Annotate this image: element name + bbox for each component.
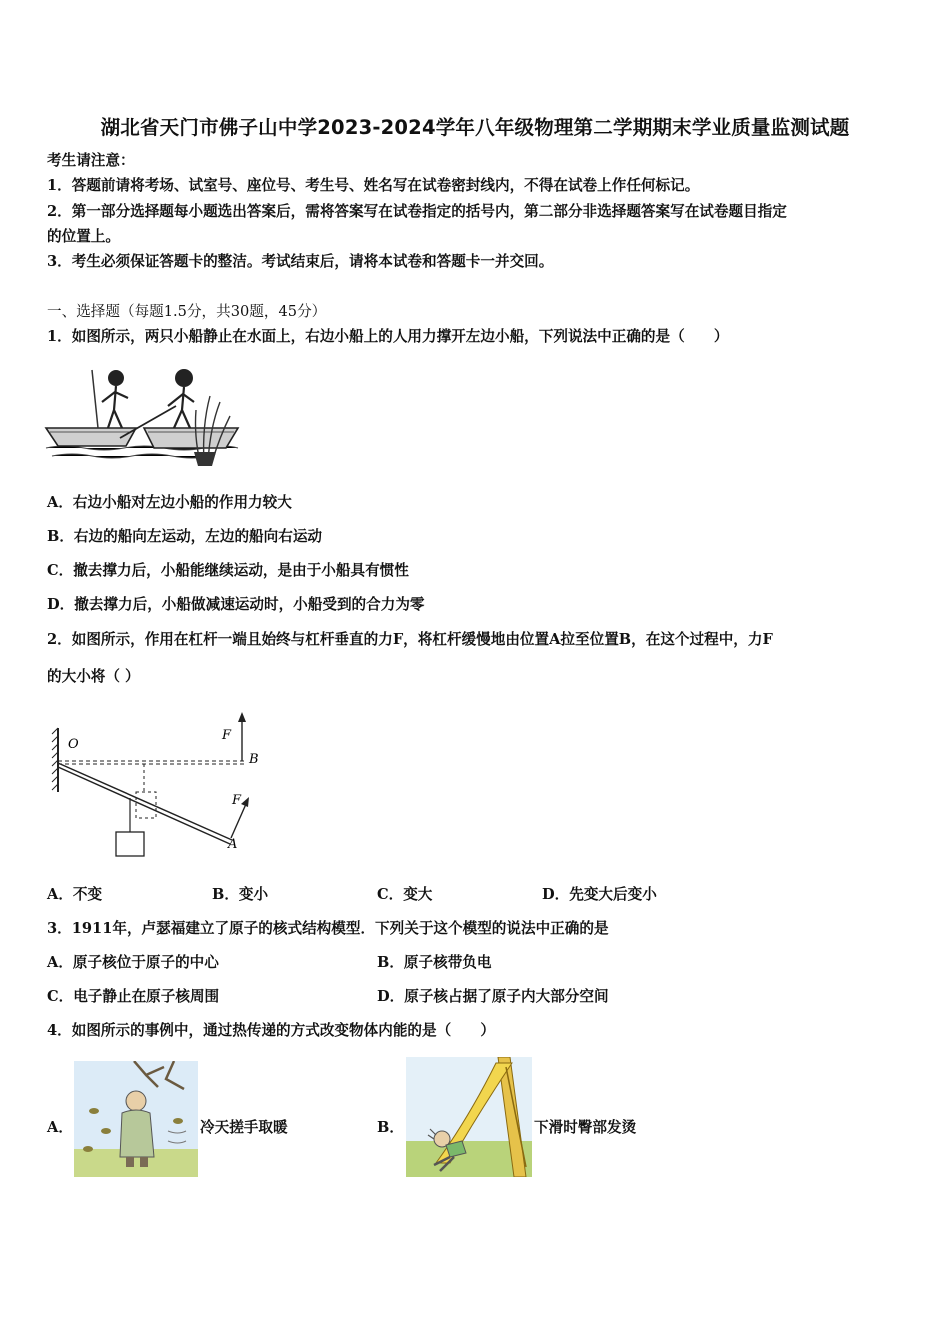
question-1-boats-figure	[44, 366, 240, 470]
lever-label-f-top: F	[222, 728, 232, 743]
question-2-option-a: A．不变	[47, 886, 103, 903]
question-4-option-a-letter: A．	[47, 1119, 73, 1136]
question-2-option-c: C．变大	[377, 886, 433, 903]
question-2-stem-line-2: 的大小将（ ）	[47, 668, 140, 685]
notice-heading: 考生请注意：	[47, 152, 135, 169]
question-4-option-b-letter: B．	[377, 1119, 404, 1136]
question-1-option-d: D．撤去撑力后，小船做减速运动时，小船受到的合力为零	[47, 596, 425, 613]
notice-item-2-line-2: 的位置上。	[47, 228, 120, 245]
question-1-stem: 1．如图所示，两只小船静止在水面上，右边小船上的人用力撑开左边小船，下列说法中正确的是（ ）	[47, 328, 729, 345]
page-title: 湖北省天门市佛子山中学2023-2024学年八年级物理第二学期期末学业质量监测试题	[100, 116, 850, 139]
question-2-option-d: D．先变大后变小	[542, 886, 657, 903]
question-4-stem: 4．如图所示的事例中，通过热传递的方式改变物体内能的是（ ）	[47, 1022, 495, 1039]
lever-label-a: A	[228, 837, 238, 852]
section-heading: 一、选择题（每题1.5分，共30题，45分）	[47, 303, 327, 320]
question-4-option-a-image	[74, 1061, 198, 1177]
question-3-option-d: D．原子核占据了原子内大部分空间	[377, 988, 609, 1005]
question-1-option-b: B．右边的船向左运动，左边的船向右运动	[47, 528, 323, 545]
question-3-option-c: C．电子静止在原子核周围	[47, 988, 220, 1005]
question-1-option-c: C．撤去撑力后，小船能继续运动，是由于小船具有惯性	[47, 562, 409, 579]
question-4-option-a-text: 冷天搓手取暖	[200, 1119, 288, 1136]
question-2-option-b: B．变小	[212, 886, 269, 903]
question-2-stem-line-1: 2．如图所示，作用在杠杆一端且始终与杠杆垂直的力F，将杠杆缓慢地由位置A拉至位置B，在这个过程中，力F	[47, 631, 773, 648]
notice-item-1: 1．答题前请将考场、试室号、座位号、考生号、姓名写在试卷密封线内，不得在试卷上作任何标记。	[47, 177, 700, 194]
question-1-option-a: A．右边小船对左边小船的作用力较大	[47, 494, 292, 511]
question-2-lever-figure	[50, 706, 275, 862]
lever-label-f-bottom: F	[232, 793, 242, 808]
notice-item-2-line-1: 2．第一部分选择题每小题选出答案后，需将答案写在试卷指定的括号内，第二部分非选择题答案写在试卷题目指定	[47, 203, 787, 220]
lever-label-o: O	[68, 737, 79, 752]
lever-label-b: B	[249, 752, 259, 767]
notice-item-3: 3．考生必须保证答题卡的整洁。考试结束后，请将本试卷和答题卡一并交回。	[47, 253, 554, 270]
question-4-option-b-text: 下滑时臀部发烫	[534, 1119, 637, 1136]
question-3-stem: 3．1911年，卢瑟福建立了原子的核式结构模型．下列关于这个模型的说法中正确的是	[47, 920, 609, 937]
question-4-option-b-image	[406, 1057, 532, 1177]
question-3-option-b: B．原子核带负电	[377, 954, 492, 971]
question-3-option-a: A．原子核位于原子的中心	[47, 954, 219, 971]
